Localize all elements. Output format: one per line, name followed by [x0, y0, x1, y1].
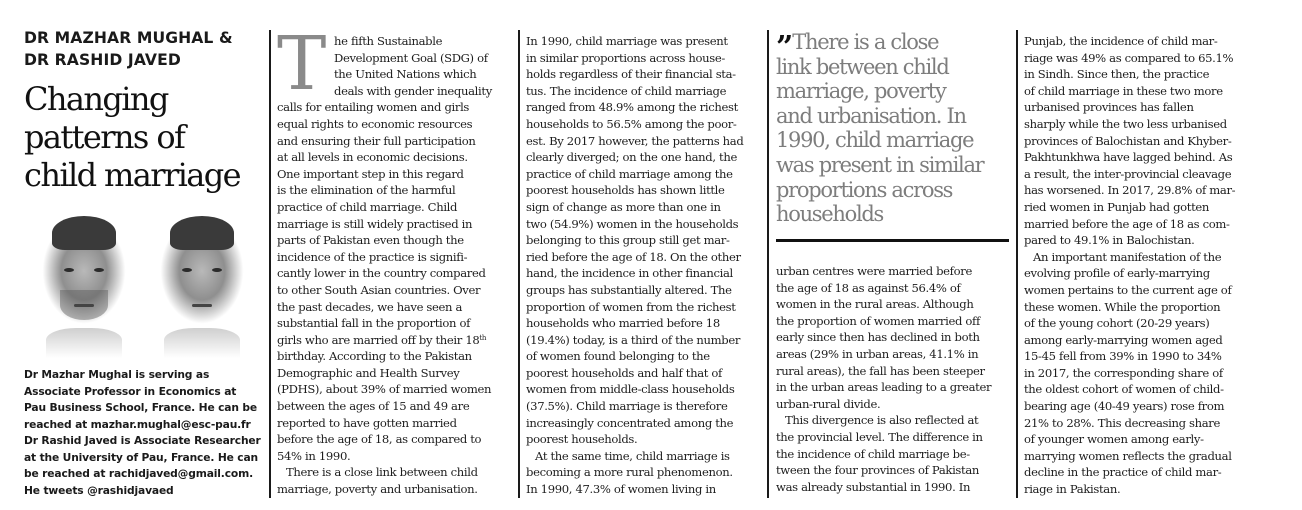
text-line: poorest households has shown little [526, 183, 725, 198]
text-line: increasingly concentrated among the [526, 415, 734, 430]
text-line: urban centres were married before [776, 264, 972, 278]
pull-quote-line: and urbanisation. In [776, 103, 966, 128]
text-line: One important step in this regard [277, 166, 464, 181]
text-line: Punjab, the incidence of child mar- [1024, 34, 1218, 48]
text-line [277, 332, 512, 349]
text-line: Demographic and Health Survey [277, 365, 460, 380]
text-line: women in the rural areas. Although [776, 297, 974, 312]
text-line: in Sindh. Since then, the practice [1024, 67, 1210, 82]
text-line: rural areas), the fall has been steeper [776, 363, 985, 378]
author-photo-rashid-javed [156, 208, 248, 358]
text-line: in the urban areas leading to a greater [776, 380, 992, 395]
text-line: in 2017, the corresponding share of [1024, 365, 1223, 380]
text-line: There is a close link between child [286, 465, 478, 480]
bio-line: be reached at rachidjaved@gmail.com. [24, 467, 253, 480]
text-line: the oldest cohort of women of child- [1024, 382, 1224, 397]
bio-line: Dr Rashid Javed is Associate Researcher [24, 434, 261, 447]
text-line: An important manifestation of the [1033, 249, 1222, 264]
text-line: cantly lower in the country compared [277, 266, 486, 281]
text-line: early since then has declined in both [776, 330, 980, 345]
author-photos [38, 208, 258, 358]
text-line: In 1990, child marriage was present [526, 34, 728, 48]
bio-line: Pau Business School, France. He can be [24, 401, 257, 414]
text-line: and ensuring their full participation [277, 133, 476, 148]
text-line: est. By 2017 however, the patterns had [526, 133, 744, 148]
bio-line: Associate Professor in Economics at [24, 384, 237, 398]
text-line: was already substantial in 1990. In [776, 479, 971, 494]
text-line: equal rights to economic resources [277, 116, 473, 131]
text-line: married before the age of 18 as com- [1024, 216, 1230, 231]
text-line: Pakhtunkhwa have lagged behind. As [1024, 150, 1233, 165]
text-line: urbanised provinces has fallen [1024, 100, 1194, 115]
photo-hair [170, 216, 234, 250]
text-line: ried women in Punjab had gotten [1024, 199, 1210, 214]
text-line: groups has substantially altered. The [526, 282, 732, 297]
pull-quote-line: was present in similar [776, 152, 984, 177]
bio-line: reached at mazhar.mughal@esc-pau.fr [24, 417, 251, 431]
text-fragment: girls who are married off by their 18 [277, 332, 480, 347]
text-line: tween the four provinces of Pakistan [776, 463, 980, 478]
author-line: DR RASHID JAVED [24, 51, 181, 69]
text-line: the provincial level. The difference in [776, 429, 983, 444]
text-line: (PDHS), about 39% of married women [277, 382, 492, 397]
headline-line: child marriage [24, 156, 241, 194]
bio-line: Dr Mazhar Mughal is serving as [24, 368, 210, 381]
column-divider [767, 30, 769, 498]
byline-column [24, 0, 266, 510]
text-line: poorest households. [526, 432, 638, 447]
author-byline [24, 27, 264, 71]
text-line: practice of child marriage. Child [277, 199, 458, 214]
pull-quote-fragment: There is a close [792, 30, 939, 54]
text-line: of younger women among early- [1024, 432, 1204, 447]
text-line: women from middle-class households [526, 382, 735, 397]
text-line: This divergence is also reflected at [785, 413, 979, 428]
text-line: in similar proportions across house- [526, 50, 725, 65]
text-line: tus. The incidence of child marriage [526, 83, 727, 98]
article-column-1 [277, 21, 512, 510]
pull-quote-line: marriage, poverty [776, 79, 946, 104]
text-line: the proportion of women married off [776, 313, 980, 328]
pull-quote-rule [776, 239, 1009, 242]
text-line: the age of 18 as against 56.4% of [776, 280, 961, 295]
text-line: ranged from 48.9% among the richest [526, 100, 738, 115]
author-photo-mazhar-mughal [38, 208, 130, 358]
text-line: 15-45 fell from 39% in 1990 to 34% [1024, 349, 1222, 364]
article-column-4 [1024, 33, 1264, 510]
photo-shoulders [46, 328, 122, 358]
article-column-2 [526, 33, 761, 510]
text-line: marriage, poverty and urbanisation. [277, 482, 478, 497]
text-line: 21% to 28%. This decreasing share [1024, 415, 1220, 430]
bio-line: He tweets @rashidjavaed [24, 483, 174, 497]
text-line: of women found belonging to the [526, 349, 710, 364]
text-line: substantial fall in the proportion of [277, 316, 471, 331]
photo-shoulders [164, 328, 240, 358]
pull-quote-line: proportions across [776, 177, 953, 202]
text-line: (19.4%) today, is a third of the number [526, 332, 741, 347]
text-line: urban-rural divide. [776, 396, 881, 411]
text-line: sign of change as more than one in [526, 199, 721, 214]
headline-line: patterns of [24, 118, 185, 156]
photo-eye [212, 268, 222, 272]
text-line: provinces of Balochistan and Khyber- [1024, 133, 1232, 148]
pull-quote-line: 1990, child marriage [776, 128, 974, 153]
pull-quote [776, 30, 1008, 227]
text-line: incidence of the practice is signifi- [277, 249, 468, 264]
text-line: calls for entailing women and girls [277, 100, 470, 115]
pull-quote-line: households [776, 202, 884, 227]
author-bio [24, 367, 269, 499]
text-line: areas (29% in urban areas, 41.1% in [776, 346, 979, 361]
text-line: evolving profile of early-marrying [1024, 266, 1210, 281]
photo-mouth [192, 304, 212, 307]
text-line: pared to 49.1% in Balochistan. [1024, 233, 1195, 248]
text-line: the past decades, we have seen a [277, 299, 463, 314]
pull-quote-line [776, 30, 1008, 65]
text-line: these women. While the proportion [1024, 299, 1221, 314]
quote-mark-icon: ” [776, 30, 790, 65]
text-line: to other South Asian countries. Over [277, 282, 481, 297]
text-line: riage was 49% as compared to 65.1% [1024, 50, 1234, 65]
text-line: holds regardless of their financial sta- [526, 67, 736, 82]
photo-eye [94, 268, 104, 272]
text-line: (37.5%). Child marriage is therefore [526, 399, 728, 414]
photo-eye [64, 268, 74, 272]
photo-hair [52, 216, 116, 250]
text-line: is the elimination of the harmful [277, 183, 456, 198]
text-line: the United Nations which [334, 67, 477, 82]
text-line: parts of Pakistan even though the [277, 233, 464, 248]
ordinal-superscript: th [479, 333, 486, 342]
photo-eye [182, 268, 192, 272]
text-line: becoming a more rural phenomenon. [526, 465, 733, 480]
text-line: before the age of 18, as compared to [277, 432, 482, 447]
drop-cap: T [277, 21, 327, 107]
text-line: of the young cohort (20-29 years) [1024, 316, 1210, 331]
text-line: proportion of women from the richest [526, 299, 736, 314]
text-line: between the ages of 15 and 49 are [277, 399, 470, 414]
text-line: In 1990, 47.3% of women living in [526, 482, 716, 497]
text-line: deals with gender inequality [334, 83, 492, 98]
text-line: marrying women reflects the gradual [1024, 448, 1232, 463]
text-line: among early-marrying women aged [1024, 332, 1223, 347]
column-divider [518, 30, 520, 498]
text-line: poorest households and half that of [526, 365, 722, 380]
article-headline [24, 80, 269, 194]
text-line: reported to have gotten married [277, 415, 457, 430]
text-line: 54% in 1990. [277, 448, 351, 463]
text-line: birthday. According to the Pakistan [277, 349, 472, 364]
text-line: belonging to this group still get mar- [526, 233, 730, 248]
text-line: hand, the incidence in other financial [526, 266, 733, 281]
text-line: bearing age (40-49 years) rose from [1024, 399, 1225, 414]
text-line: marriage is still widely practised in [277, 216, 473, 231]
text-line: Development Goal (SDG) of [334, 50, 488, 65]
text-line: two (54.9%) women in the households [526, 216, 739, 231]
article-column-3 [776, 263, 1011, 510]
pull-quote-text [776, 30, 1008, 227]
text-line: practice of child marriage among the [526, 166, 733, 181]
author-line: DR MAZHAR MUGHAL & [24, 29, 233, 47]
column-divider [269, 30, 271, 498]
text-line: sharply while the two less urbanised [1024, 116, 1227, 131]
text-line: a result, the inter-provincial cleavage [1024, 166, 1232, 181]
text-line: of child marriage in these two more [1024, 83, 1223, 98]
text-line: decline in the practice of child mar- [1024, 465, 1222, 480]
column-divider [1016, 30, 1018, 498]
text-line: has worsened. In 2017, 29.8% of mar- [1024, 183, 1236, 198]
headline-line: Changing [24, 80, 168, 118]
text-line: riage in Pakistan. [1024, 482, 1121, 497]
text-line: he fifth Sustainable [334, 34, 443, 48]
text-line: at all levels in economic decisions. [277, 150, 468, 165]
text-line: the incidence of child marriage be- [776, 446, 970, 461]
text-line: At the same time, child marriage is [535, 448, 730, 463]
text-line: ried before the age of 18. On the other [526, 249, 741, 264]
text-line: women pertains to the current age of [1024, 282, 1232, 297]
text-line: households who married before 18 [526, 316, 720, 331]
photo-mouth [74, 304, 94, 307]
pull-quote-line: link between child [776, 54, 949, 79]
text-line: households to 56.5% among the poor- [526, 116, 737, 131]
text-line: clearly diverged; on the one hand, the [526, 150, 737, 165]
bio-line: at the University of Pau, France. He can [24, 450, 258, 464]
